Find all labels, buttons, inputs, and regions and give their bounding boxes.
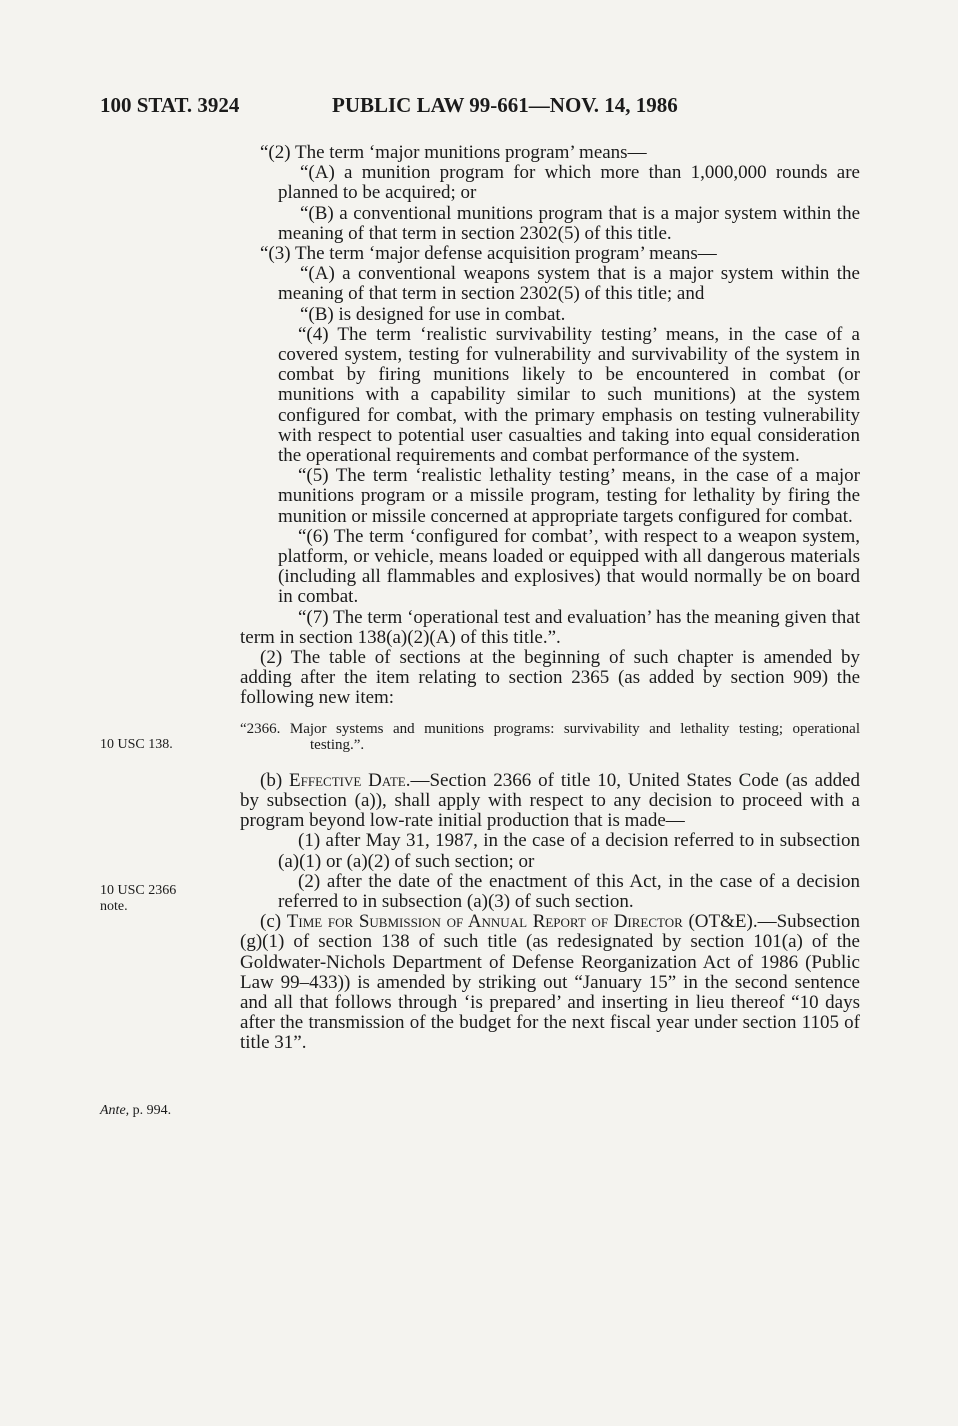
margin-note-line: note.: [100, 899, 128, 914]
new-table-item: “2366. Major systems and munitions programs: survivability and lethality testing; operational testing.”.: [240, 720, 860, 753]
subsection-b: (b) Effective Date.—Section 2366 of title 10, United States Code (as added by subsection (a)), shall apply with respect to any decision to proceed with a program beyond low-rate initial production that is made—: [240, 769, 861, 832]
definition-3: “(3) The term ‘major defense acquisition program’ means—: [260, 243, 717, 265]
margin-note-line: 10 USC 2366: [100, 883, 177, 898]
subsection-b-1: (1) after May 31, 1987, in the case of a decision referred to in subsection (a)(1) or (a)(2) of such section; or: [278, 830, 860, 872]
subsection-c-heading: Time for Submission of Annual Report of Director: [286, 911, 683, 933]
definition-7: “(7) The term ‘operational test and evaluation’ has the meaning given that term in section 138(a)(2)(A) of this title.”.: [240, 606, 860, 648]
stat-page-number: 100 STAT. 3924: [100, 93, 240, 117]
table-amendment: (2) The table of sections at the beginning of such chapter is amended by adding after the item relating to section 2365 (as added by section 909) the following new item:: [240, 647, 860, 709]
definition-5: “(5) The term ‘realistic lethality testing’ means, in the case of a major munitions program or a missile program, testing for lethality by firing the munition or missile concerned at appropriate targets configured for combat.: [278, 465, 860, 527]
subsection-b-heading: Effective Date: [289, 769, 406, 791]
definition-3b: “(B) is designed for use in combat.: [300, 303, 566, 325]
definition-4: “(4) The term ‘realistic survivability testing’ means, in the case of a covered system, testing for vulnerability and survivability of the system in combat by firing munitions likely to be encountered in combat (or munitions with a capability similar to such munitions) at the system configured for combat, with the primary emphasis on testing vulnerability with respect to potential user casualties and taking into equal consideration the operational requirements and combat performance of the system.: [278, 323, 860, 467]
definition-6: “(6) The term ‘configured for combat’, with respect to a weapon system, platform, or vehicle, means loaded or equipped with all dangerous materials (including all flammables and explosives) that would normally be on board in combat.: [278, 525, 860, 608]
subsection-b-2: (2) after the date of the enactment of this Act, in the case of a decision referred to in subsection (a)(3) of such section.: [278, 870, 860, 912]
subsection-c: (c) Time for Submission of Annual Report of Director (OT&E).—Subsection (g)(1) of section 138 of such title (as redesignated by section 101(a) of the Goldwater-Nichols Department of Defense Reorganization Act of 1986 (Public Law 99–433)) is amended by striking out “January 15” in the second sentence and all that follows through ‘is prepared’ and inserting in lieu thereof “10 days after the transmission of the budget for the next fiscal year under section 1105 of title 31”.: [240, 911, 860, 1054]
definition-3a: “(A) a conventional weapons system that is a major system within the meaning of that term in section 2302(5) of this title; and: [278, 263, 860, 305]
public-law-title: PUBLIC LAW 99-661—NOV. 14, 1986: [332, 93, 678, 117]
definition-2: “(2) The term ‘major munitions program’ means—: [260, 142, 647, 163]
margin-note-10-usc-2366: [100, 883, 220, 915]
margin-note-ante: Ante, p. 994.: [100, 1103, 172, 1118]
document-body: [240, 143, 860, 1054]
definition-2a: “(A) a munition program for which more than 1,000,000 rounds are planned to be acquired; or: [278, 162, 860, 204]
margin-note-10-usc-138: 10 USC 138.: [100, 737, 173, 752]
definition-2b: “(B) a conventional munitions program that is a major system within the meaning of that term in section 2302(5) of this title.: [278, 202, 860, 244]
